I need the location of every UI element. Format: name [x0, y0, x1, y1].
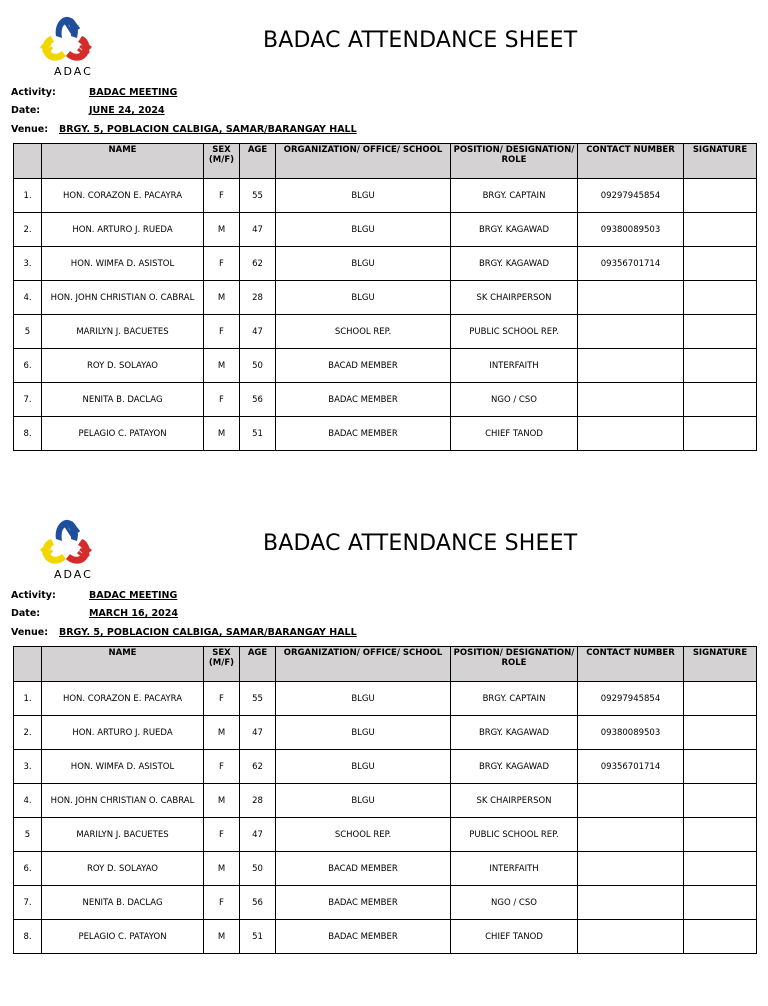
row-number-cell: 1. [14, 682, 42, 716]
row-number-cell: 2. [14, 716, 42, 750]
signature-cell[interactable] [684, 750, 757, 784]
row-number-cell: 6. [14, 852, 42, 886]
date-row [11, 105, 165, 116]
contact-number-cell: 09380089503 [578, 716, 684, 750]
age-cell: 47 [240, 315, 276, 349]
sex-cell: F [204, 179, 240, 213]
row-number-cell: 8. [14, 920, 42, 954]
table-row [14, 383, 757, 417]
signature-cell[interactable] [684, 179, 757, 213]
date-label: Date: [11, 105, 41, 116]
organization-cell: BACAD MEMBER [276, 852, 451, 886]
header-sex: SEX (M/F) [204, 647, 240, 682]
table-row [14, 784, 757, 818]
badac-logo [38, 517, 94, 581]
position-cell: SK CHAIRPERSON [451, 784, 578, 818]
contact-number-cell [578, 349, 684, 383]
sex-cell: M [204, 213, 240, 247]
table-row [14, 920, 757, 954]
venue-row [11, 627, 357, 638]
signature-cell[interactable] [684, 682, 757, 716]
contact-number-cell [578, 315, 684, 349]
row-number-cell: 4. [14, 281, 42, 315]
sex-cell: M [204, 349, 240, 383]
contact-number-cell: 09297945854 [578, 682, 684, 716]
position-cell: CHIEF TANOD [451, 417, 578, 451]
signature-cell[interactable] [684, 886, 757, 920]
row-number-cell: 6. [14, 349, 42, 383]
date-row [11, 608, 178, 619]
position-cell: CHIEF TANOD [451, 920, 578, 954]
activity-label: Activity: [11, 87, 56, 98]
signature-cell[interactable] [684, 213, 757, 247]
age-cell: 47 [240, 818, 276, 852]
age-cell: 47 [240, 213, 276, 247]
row-number-cell: 8. [14, 417, 42, 451]
signature-cell[interactable] [684, 716, 757, 750]
header-position: POSITION/ DESIGNATION/ ROLE [451, 647, 578, 682]
contact-number-cell [578, 886, 684, 920]
age-cell: 28 [240, 784, 276, 818]
badac-logo [38, 14, 94, 78]
table-row [14, 315, 757, 349]
header-age: AGE [240, 144, 276, 179]
contact-number-cell: 09380089503 [578, 213, 684, 247]
organization-cell: BLGU [276, 750, 451, 784]
name-cell: HON. JOHN CHRISTIAN O. CABRAL [42, 784, 204, 818]
age-cell: 50 [240, 349, 276, 383]
header-number [14, 144, 42, 179]
sex-cell: F [204, 247, 240, 281]
sex-cell: F [204, 818, 240, 852]
date-label: Date: [11, 608, 41, 619]
row-number-cell: 4. [14, 784, 42, 818]
position-cell: BRGY. KAGAWAD [451, 716, 578, 750]
sex-cell: M [204, 852, 240, 886]
name-cell: HON. CORAZON E. PACAYRA [42, 682, 204, 716]
signature-cell[interactable] [684, 920, 757, 954]
name-cell: PELAGIO C. PATAYON [42, 417, 204, 451]
table-row [14, 179, 757, 213]
name-cell: HON. ARTURO J. RUEDA [42, 716, 204, 750]
row-number-cell: 5 [14, 818, 42, 852]
sex-cell: F [204, 750, 240, 784]
position-cell: INTERFAITH [451, 852, 578, 886]
attendance-table [13, 646, 757, 954]
date-value: JUNE 24, 2024 [89, 105, 165, 116]
header-organization: ORGANIZATION/ OFFICE/ SCHOOL [276, 144, 451, 179]
table-row [14, 682, 757, 716]
organization-cell: BLGU [276, 281, 451, 315]
attendance-table [13, 143, 757, 451]
venue-label: Venue: [11, 627, 49, 638]
age-cell: 62 [240, 750, 276, 784]
row-number-cell: 5 [14, 315, 42, 349]
signature-cell[interactable] [684, 417, 757, 451]
contact-number-cell [578, 383, 684, 417]
logo-text: ADAC [54, 65, 93, 78]
organization-cell: BLGU [276, 716, 451, 750]
organization-cell: BADAC MEMBER [276, 417, 451, 451]
signature-cell[interactable] [684, 818, 757, 852]
logo-text: ADAC [54, 568, 93, 581]
position-cell: NGO / CSO [451, 383, 578, 417]
signature-cell[interactable] [684, 784, 757, 818]
organization-cell: BADAC MEMBER [276, 383, 451, 417]
table-row [14, 417, 757, 451]
table-row [14, 281, 757, 315]
row-number-cell: 2. [14, 213, 42, 247]
age-cell: 55 [240, 179, 276, 213]
signature-cell[interactable] [684, 281, 757, 315]
position-cell: BRGY. KAGAWAD [451, 247, 578, 281]
sex-cell: F [204, 383, 240, 417]
sex-cell: F [204, 682, 240, 716]
table-row [14, 750, 757, 784]
header-contact-number: CONTACT NUMBER [578, 647, 684, 682]
header-contact-number: CONTACT NUMBER [578, 144, 684, 179]
attendance-sheet-1 [0, 0, 768, 460]
name-cell: MARILYN J. BACUETES [42, 315, 204, 349]
row-number-cell: 1. [14, 179, 42, 213]
venue-value: BRGY. 5, POBLACION CALBIGA, SAMAR/BARANGAY HALL [59, 124, 357, 135]
header-sex: SEX (M/F) [204, 144, 240, 179]
table-row [14, 247, 757, 281]
sex-cell: M [204, 417, 240, 451]
date-value: MARCH 16, 2024 [89, 608, 178, 619]
contact-number-cell: 09297945854 [578, 179, 684, 213]
position-cell: BRGY. CAPTAIN [451, 682, 578, 716]
sex-cell: M [204, 281, 240, 315]
signature-cell[interactable] [684, 852, 757, 886]
row-number-cell: 3. [14, 750, 42, 784]
organization-cell: BADAC MEMBER [276, 920, 451, 954]
table-row [14, 818, 757, 852]
name-cell: NENITA B. DACLAG [42, 886, 204, 920]
signature-cell[interactable] [684, 315, 757, 349]
organization-cell: BLGU [276, 179, 451, 213]
position-cell: BRGY. CAPTAIN [451, 179, 578, 213]
organization-cell: BADAC MEMBER [276, 886, 451, 920]
row-number-cell: 7. [14, 886, 42, 920]
position-cell: BRGY. KAGAWAD [451, 750, 578, 784]
venue-row [11, 124, 357, 135]
age-cell: 28 [240, 281, 276, 315]
header-signature: SIGNATURE [684, 647, 757, 682]
row-number-cell: 3. [14, 247, 42, 281]
age-cell: 47 [240, 716, 276, 750]
name-cell: HON. CORAZON E. PACAYRA [42, 179, 204, 213]
position-cell: INTERFAITH [451, 349, 578, 383]
name-cell: MARILYN J. BACUETES [42, 818, 204, 852]
organization-cell: BLGU [276, 784, 451, 818]
name-cell: ROY D. SOLAYAO [42, 852, 204, 886]
table-header-row [14, 144, 757, 179]
name-cell: ROY D. SOLAYAO [42, 349, 204, 383]
position-cell: SK CHAIRPERSON [451, 281, 578, 315]
contact-number-cell [578, 920, 684, 954]
age-cell: 55 [240, 682, 276, 716]
age-cell: 51 [240, 417, 276, 451]
header-name: NAME [42, 647, 204, 682]
hands-logo-icon [38, 517, 94, 567]
name-cell: NENITA B. DACLAG [42, 383, 204, 417]
sex-cell: M [204, 920, 240, 954]
organization-cell: BLGU [276, 213, 451, 247]
sex-cell: F [204, 315, 240, 349]
signature-cell[interactable] [684, 383, 757, 417]
position-cell: PUBLIC SCHOOL REP. [451, 315, 578, 349]
organization-cell: BLGU [276, 682, 451, 716]
table-row [14, 213, 757, 247]
venue-label: Venue: [11, 124, 49, 135]
sheet-title: BADAC ATTENDANCE SHEET [263, 531, 578, 556]
header-position: POSITION/ DESIGNATION/ ROLE [451, 144, 578, 179]
organization-cell: BLGU [276, 247, 451, 281]
header-number [14, 647, 42, 682]
sex-cell: F [204, 886, 240, 920]
age-cell: 62 [240, 247, 276, 281]
table-row [14, 886, 757, 920]
position-cell: PUBLIC SCHOOL REP. [451, 818, 578, 852]
header-name: NAME [42, 144, 204, 179]
contact-number-cell [578, 818, 684, 852]
contact-number-cell: 09356701714 [578, 750, 684, 784]
age-cell: 50 [240, 852, 276, 886]
name-cell: HON. WIMFA D. ASISTOL [42, 750, 204, 784]
table-row [14, 852, 757, 886]
contact-number-cell [578, 417, 684, 451]
activity-value: BADAC MEETING [89, 590, 178, 601]
position-cell: BRGY. KAGAWAD [451, 213, 578, 247]
contact-number-cell [578, 852, 684, 886]
sex-cell: M [204, 716, 240, 750]
contact-number-cell [578, 784, 684, 818]
name-cell: PELAGIO C. PATAYON [42, 920, 204, 954]
row-number-cell: 7. [14, 383, 42, 417]
sheet-title: BADAC ATTENDANCE SHEET [263, 28, 578, 53]
activity-value: BADAC MEETING [89, 87, 178, 98]
organization-cell: SCHOOL REP. [276, 818, 451, 852]
contact-number-cell: 09356701714 [578, 247, 684, 281]
position-cell: NGO / CSO [451, 886, 578, 920]
hands-logo-icon [38, 14, 94, 64]
venue-value: BRGY. 5, POBLACION CALBIGA, SAMAR/BARANGAY HALL [59, 627, 357, 638]
activity-row [11, 87, 178, 98]
header-organization: ORGANIZATION/ OFFICE/ SCHOOL [276, 647, 451, 682]
contact-number-cell [578, 281, 684, 315]
age-cell: 56 [240, 886, 276, 920]
table-row [14, 349, 757, 383]
signature-cell[interactable] [684, 247, 757, 281]
name-cell: HON. JOHN CHRISTIAN O. CABRAL [42, 281, 204, 315]
name-cell: HON. ARTURO J. RUEDA [42, 213, 204, 247]
header-signature: SIGNATURE [684, 144, 757, 179]
header-age: AGE [240, 647, 276, 682]
age-cell: 51 [240, 920, 276, 954]
table-row [14, 716, 757, 750]
attendance-sheet-2 [0, 503, 768, 963]
name-cell: HON. WIMFA D. ASISTOL [42, 247, 204, 281]
sex-cell: M [204, 784, 240, 818]
table-header-row [14, 647, 757, 682]
organization-cell: BACAD MEMBER [276, 349, 451, 383]
signature-cell[interactable] [684, 349, 757, 383]
activity-row [11, 590, 178, 601]
age-cell: 56 [240, 383, 276, 417]
organization-cell: SCHOOL REP. [276, 315, 451, 349]
activity-label: Activity: [11, 590, 56, 601]
